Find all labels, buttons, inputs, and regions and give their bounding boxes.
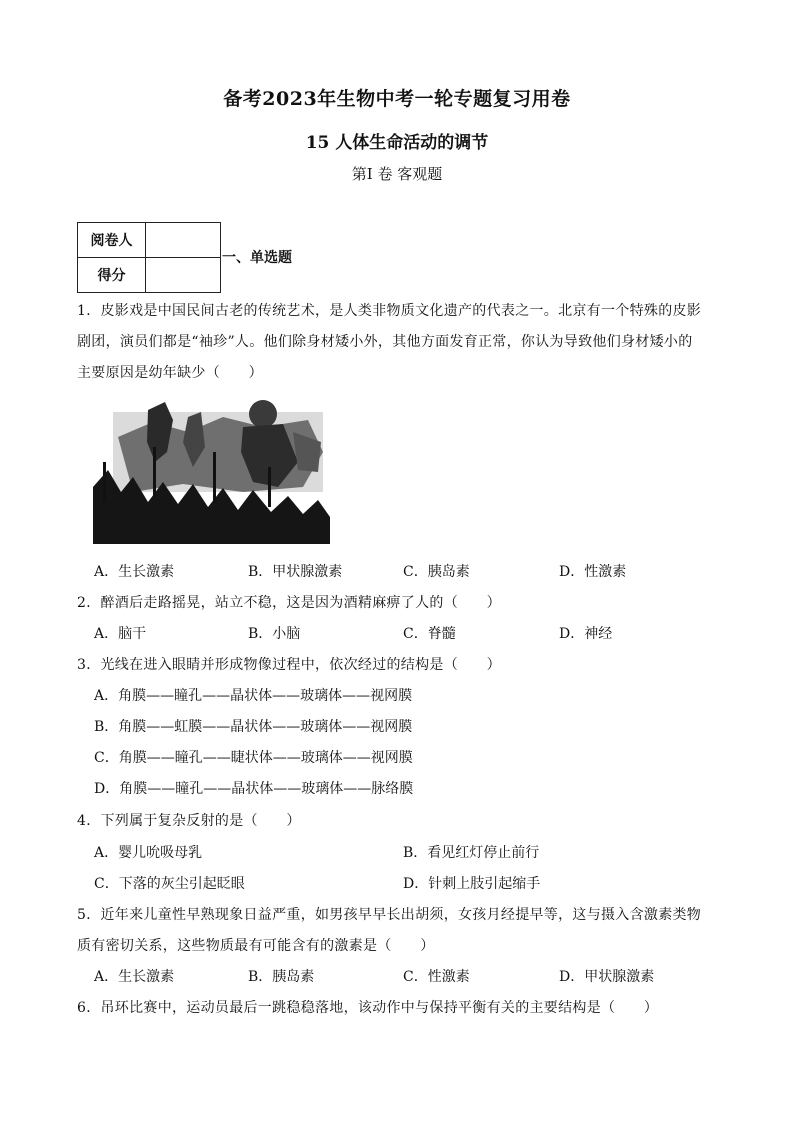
q2-option-a[interactable]: A．脑干: [94, 626, 147, 642]
q6-text: 6．吊环比赛中，运动员最后一跳稳稳落地，该动作中与保持平衡有关的主要结构是（ ）: [77, 1000, 659, 1016]
q4-option-a[interactable]: A．婴儿吮吸母乳: [94, 845, 203, 861]
q2-option-c[interactable]: C．脊髓: [403, 626, 456, 642]
q1-option-c[interactable]: C．胰岛素: [403, 564, 470, 580]
score-label: 得分: [78, 258, 146, 293]
q4-option-c[interactable]: C．下落的灰尘引起眨眼: [94, 876, 245, 892]
volume-label: 第Ⅰ 卷 客观题: [351, 165, 443, 183]
q5-option-d[interactable]: D．甲状腺激素: [559, 969, 655, 985]
q4-text: 4．下列属于复杂反射的是（ ）: [77, 813, 301, 829]
q5-option-b[interactable]: B．胰岛素: [248, 969, 315, 985]
q3-option-d[interactable]: D．角膜——瞳孔——晶状体——玻璃体——脉络膜: [94, 781, 414, 797]
q1-option-a[interactable]: A．生长激素: [94, 564, 175, 580]
q5-option-a[interactable]: A．生长激素: [94, 969, 175, 985]
q3-option-c[interactable]: C．角膜——瞳孔——睫状体——玻璃体——视网膜: [94, 750, 413, 766]
reviewer-label: 阅卷人: [78, 223, 146, 258]
q1-line-3: 主要原因是幼年缺少（ ）: [77, 365, 263, 381]
reviewer-blank: [146, 223, 221, 258]
q2-option-b[interactable]: B．小脑: [248, 626, 301, 642]
q2-option-d[interactable]: D．神经: [559, 626, 613, 642]
q3-option-a[interactable]: A．角膜——瞳孔——晶状体——玻璃体——视网膜: [94, 688, 413, 704]
q2-text: 2．醉酒后走路摇晃，站立不稳，这是因为酒精麻痹了人的（ ）: [77, 595, 501, 611]
shadow-puppet-image: [93, 392, 330, 544]
exam-title: 备考2023年生物中考一轮专题复习用卷: [223, 88, 571, 110]
q5-line-2: 质有密切关系，这些物质最有可能含有的激素是（ ）: [77, 938, 435, 954]
q1-option-b[interactable]: B．甲状腺激素: [248, 564, 343, 580]
q1-line-2: 剧团，演员们都是“袖珍”人。他们除身材矮小外，其他方面发育正常，你认为导致他们身材矮小的: [77, 334, 693, 350]
q5-option-c[interactable]: C．性激素: [403, 969, 470, 985]
score-box: [77, 222, 221, 293]
score-blank: [146, 258, 221, 293]
q1-option-d[interactable]: D．性激素: [559, 564, 627, 580]
q5-line-1: 5．近年来儿童性早熟现象日益严重，如男孩早早长出胡须，女孩月经提早等，这与摄入含激素类物: [77, 907, 702, 923]
section-heading: 一、单选题: [222, 250, 292, 266]
exam-subtitle: 15 人体生命活动的调节: [305, 133, 489, 153]
q3-text: 3．光线在进入眼睛并形成物像过程中，依次经过的结构是（ ）: [77, 657, 501, 673]
q4-option-d[interactable]: D．针刺上肢引起缩手: [403, 876, 541, 892]
q1-line-1: 1．皮影戏是中国民间古老的传统艺术，是人类非物质文化遗产的代表之一。北京有一个特殊的皮影: [77, 303, 702, 319]
q3-option-b[interactable]: B．角膜——虹膜——晶状体——玻璃体——视网膜: [94, 719, 413, 735]
q4-option-b[interactable]: B．看见红灯停止前行: [403, 845, 540, 861]
